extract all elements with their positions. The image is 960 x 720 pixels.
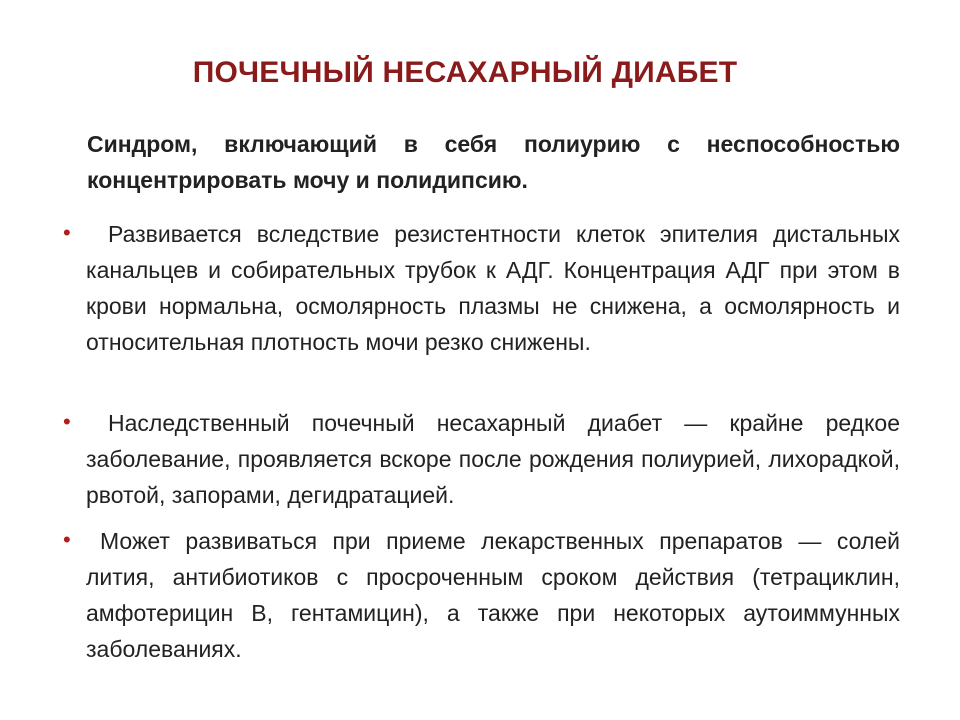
intro-definition: Синдром, включающий в себя полиурию с неспособностью концентрировать мочу и полидипсию. <box>87 131 900 193</box>
bullet-marker-icon: • <box>63 220 71 245</box>
bullet-marker-icon: • <box>63 527 71 552</box>
slide-title: ПОЧЕЧНЫЙ НЕСАХАРНЫЙ ДИАБЕТ <box>192 56 738 89</box>
bullet-text: Развивается вследствие резистентности клеток эпителия дистальных канальцев и собирательных трубок к АДГ. Концентрация АДГ при этом в крови нормальна, осмолярность плазмы не снижена, а осмолярность и относительная плотность мочи резко снижены. <box>86 221 900 355</box>
bullet-marker-icon: • <box>63 409 71 434</box>
bullet-item-hereditary <box>86 405 900 513</box>
bullet-text: Наследственный почечный несахарный диабет — крайне редкое заболевание, проявляется вскоре после рождения полиурией, лихорадкой, рвотой, запорами, дегидратацией. <box>86 410 900 508</box>
bullet-text: Может развиваться при приеме лекарственных препаратов — солей лития, антибиотиков с просроченным сроком действия (тетрациклин, амфотерицин В, гентамицин), а также при некоторых аутоиммунных заболеваниях. <box>86 528 900 662</box>
bullet-item-pathogenesis <box>86 216 900 360</box>
bullet-item-drug-induced <box>86 523 900 667</box>
